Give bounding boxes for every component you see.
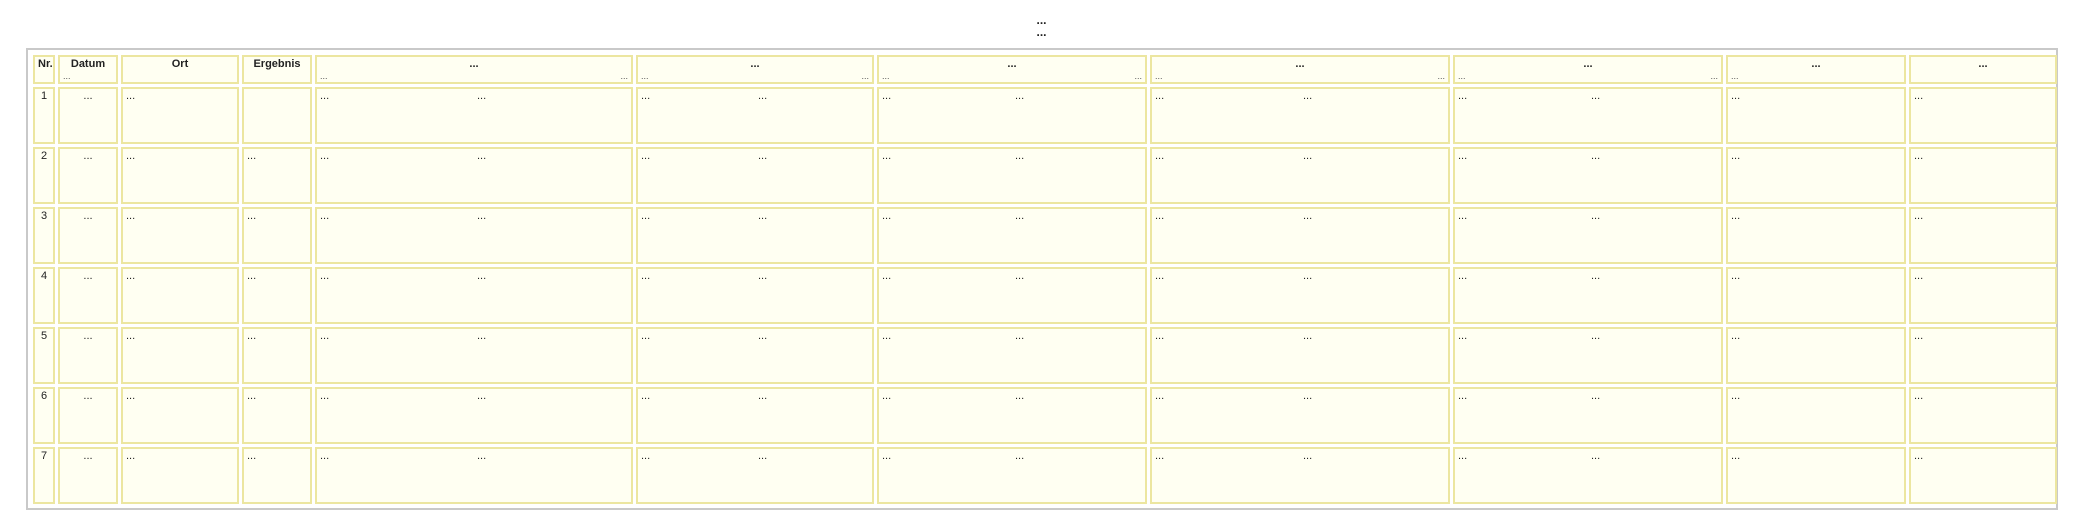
cell-part: ... [320,150,330,162]
header-label: ... [1978,58,1988,70]
header-sublabel: ... [620,71,628,81]
cell-ort: ... [121,447,239,504]
page-title [0,14,2083,38]
cell-nr: 3 [33,207,55,264]
header-bemerkung [1726,55,1906,84]
cell-ort: ... [121,87,239,144]
table-row [33,267,2057,324]
cell-g3 [877,447,1147,504]
table-row [33,447,2057,504]
header-label: Ort [171,58,189,70]
header-g1 [315,55,633,84]
cell-part: ... [1303,330,1313,342]
cell-part: ... [1458,450,1468,462]
cell-g5 [1453,387,1723,444]
header-label: ... [1007,58,1017,70]
header-label: ... [1811,58,1821,70]
header-subs [1155,70,1445,81]
cell-g3 [877,327,1147,384]
header-subs [126,70,234,81]
cell-datum: ... [58,267,118,324]
cell-g5 [1453,87,1723,144]
cell-bemerkung: ... [1726,147,1906,204]
cell-g4 [1150,87,1450,144]
cell-part: ... [882,270,892,282]
cell-g2 [636,327,874,384]
cell-part: ... [641,210,651,222]
cell-part: ... [1458,150,1468,162]
cell-ergebnis [242,87,312,144]
cell-part: ... [1458,390,1468,402]
header-sublabel: ... [63,71,71,81]
cell-part: ... [1591,210,1601,222]
header-ergebnis [242,55,312,84]
cell-nr: 7 [33,447,55,504]
cell-part: ... [1458,330,1468,342]
cell-g3 [877,387,1147,444]
cell-part: ... [320,330,330,342]
cell-part: ... [882,210,892,222]
cell-part: ... [1015,270,1025,282]
cell-datum: ... [58,447,118,504]
cell-g1 [315,87,633,144]
cell-part: ... [758,270,768,282]
cell-part: ... [882,390,892,402]
header-sublabel: ... [641,71,649,81]
cell-g3 [877,207,1147,264]
cell-part: ... [641,330,651,342]
cell-g4 [1150,147,1450,204]
cell-part: ... [1015,150,1025,162]
cell-part: ... [1591,150,1601,162]
cell-part: ... [1591,450,1601,462]
cell-extra: ... [1909,267,2057,324]
table-row [33,387,2057,444]
cell-g5 [1453,267,1723,324]
cell-part: ... [758,90,768,102]
cell-g2 [636,267,874,324]
cell-part: ... [320,450,330,462]
cell-part: ... [477,330,487,342]
cell-g4 [1150,387,1450,444]
cell-g5 [1453,447,1723,504]
cell-ort: ... [121,207,239,264]
header-subs [38,70,50,81]
cell-part: ... [1015,450,1025,462]
cell-g2 [636,207,874,264]
cell-nr: 2 [33,147,55,204]
cell-nr: 4 [33,267,55,324]
header-label: ... [469,58,479,70]
header-g5 [1453,55,1723,84]
cell-g5 [1453,327,1723,384]
cell-g1 [315,387,633,444]
cell-extra: ... [1909,387,2057,444]
table-row [33,207,2057,264]
cell-datum: ... [58,87,118,144]
cell-nr: 1 [33,87,55,144]
cell-ort: ... [121,387,239,444]
cell-part: ... [477,390,487,402]
header-label: ... [1583,58,1593,70]
cell-extra: ... [1909,147,2057,204]
cell-g2 [636,147,874,204]
cell-part: ... [1303,390,1313,402]
cell-part: ... [1303,270,1313,282]
header-sublabel: ... [882,71,890,81]
header-sublabel: ... [1437,71,1445,81]
cell-g4 [1150,207,1450,264]
header-subs [320,70,628,81]
header-datum [58,55,118,84]
cell-part: ... [882,450,892,462]
title-line-2: ... [1036,25,1047,39]
cell-part: ... [477,90,487,102]
cell-extra: ... [1909,327,2057,384]
cell-g5 [1453,147,1723,204]
cell-part: ... [320,210,330,222]
cell-part: ... [320,270,330,282]
cell-part: ... [1458,90,1468,102]
cell-part: ... [758,330,768,342]
cell-ergebnis: ... [242,207,312,264]
cell-bemerkung: ... [1726,447,1906,504]
header-subs [1458,70,1718,81]
cell-bemerkung: ... [1726,87,1906,144]
cell-extra: ... [1909,87,2057,144]
cell-part: ... [641,450,651,462]
cell-part: ... [1303,450,1313,462]
header-label: Nr. [38,58,53,70]
cell-nr: 5 [33,327,55,384]
cell-g3 [877,267,1147,324]
cell-datum: ... [58,327,118,384]
cell-part: ... [1303,150,1313,162]
cell-part: ... [641,90,651,102]
cell-part: ... [1155,270,1165,282]
cell-part: ... [320,90,330,102]
cell-ort: ... [121,327,239,384]
cell-g4 [1150,447,1450,504]
cell-g2 [636,87,874,144]
cell-ergebnis: ... [242,327,312,384]
cell-g1 [315,147,633,204]
header-label: ... [1295,58,1305,70]
cell-g3 [877,87,1147,144]
header-g4 [1150,55,1450,84]
cell-part: ... [1015,390,1025,402]
cell-part: ... [1155,450,1165,462]
cell-g4 [1150,327,1450,384]
cell-part: ... [320,390,330,402]
cell-extra: ... [1909,447,2057,504]
cell-g1 [315,447,633,504]
cell-part: ... [1591,390,1601,402]
cell-part: ... [758,390,768,402]
cell-part: ... [477,210,487,222]
table-row [33,147,2057,204]
cell-part: ... [758,150,768,162]
cell-part: ... [1155,210,1165,222]
cell-part: ... [641,270,651,282]
header-label: Ergebnis [253,58,301,70]
cell-part: ... [1155,90,1165,102]
cell-datum: ... [58,207,118,264]
cell-g4 [1150,267,1450,324]
cell-part: ... [477,450,487,462]
cell-part: ... [641,150,651,162]
cell-part: ... [1303,210,1313,222]
cell-part: ... [1015,90,1025,102]
header-subs [247,70,307,81]
header-subs [1731,70,1901,81]
cell-g5 [1453,207,1723,264]
header-row [33,55,2057,84]
cell-ergebnis: ... [242,447,312,504]
cell-part: ... [882,150,892,162]
header-subs [63,70,113,81]
header-sublabel: ... [861,71,869,81]
cell-ort: ... [121,267,239,324]
cell-nr: 6 [33,387,55,444]
header-sublabel: ... [1710,71,1718,81]
header-sublabel: ... [1155,71,1163,81]
cell-bemerkung: ... [1726,207,1906,264]
cell-ergebnis: ... [242,267,312,324]
cell-part: ... [1015,210,1025,222]
cell-ort: ... [121,147,239,204]
header-ort [121,55,239,84]
cell-datum: ... [58,147,118,204]
cell-g2 [636,387,874,444]
table-row [33,327,2057,384]
data-table [30,52,2060,507]
title-line-1: ... [1036,13,1047,27]
cell-part: ... [1458,270,1468,282]
table-row [33,87,2057,144]
header-label: ... [750,58,760,70]
cell-ergebnis: ... [242,387,312,444]
cell-part: ... [1591,270,1601,282]
header-subs [641,70,869,81]
cell-part: ... [1591,90,1601,102]
cell-part: ... [758,450,768,462]
cell-part: ... [882,90,892,102]
cell-part: ... [1155,390,1165,402]
header-sublabel: ... [320,71,328,81]
cell-part: ... [758,210,768,222]
cell-bemerkung: ... [1726,267,1906,324]
cell-g3 [877,147,1147,204]
header-subs [1914,70,2052,81]
cell-part: ... [477,150,487,162]
cell-extra: ... [1909,207,2057,264]
cell-bemerkung: ... [1726,327,1906,384]
cell-part: ... [1303,90,1313,102]
header-g2 [636,55,874,84]
cell-part: ... [1591,330,1601,342]
header-label: Datum [70,58,106,70]
cell-bemerkung: ... [1726,387,1906,444]
cell-part: ... [1458,210,1468,222]
cell-part: ... [1015,330,1025,342]
header-subs [882,70,1142,81]
header-extra [1909,55,2057,84]
cell-datum: ... [58,387,118,444]
header-sublabel: ... [1731,71,1739,81]
cell-g1 [315,267,633,324]
cell-part: ... [1155,150,1165,162]
cell-g1 [315,327,633,384]
cell-g1 [315,207,633,264]
cell-ergebnis: ... [242,147,312,204]
cell-part: ... [882,330,892,342]
cell-part: ... [477,270,487,282]
header-sublabel: ... [1458,71,1466,81]
cell-part: ... [1155,330,1165,342]
header-g3 [877,55,1147,84]
cell-part: ... [641,390,651,402]
header-sublabel: ... [1134,71,1142,81]
header-nr [33,55,55,84]
cell-g2 [636,447,874,504]
